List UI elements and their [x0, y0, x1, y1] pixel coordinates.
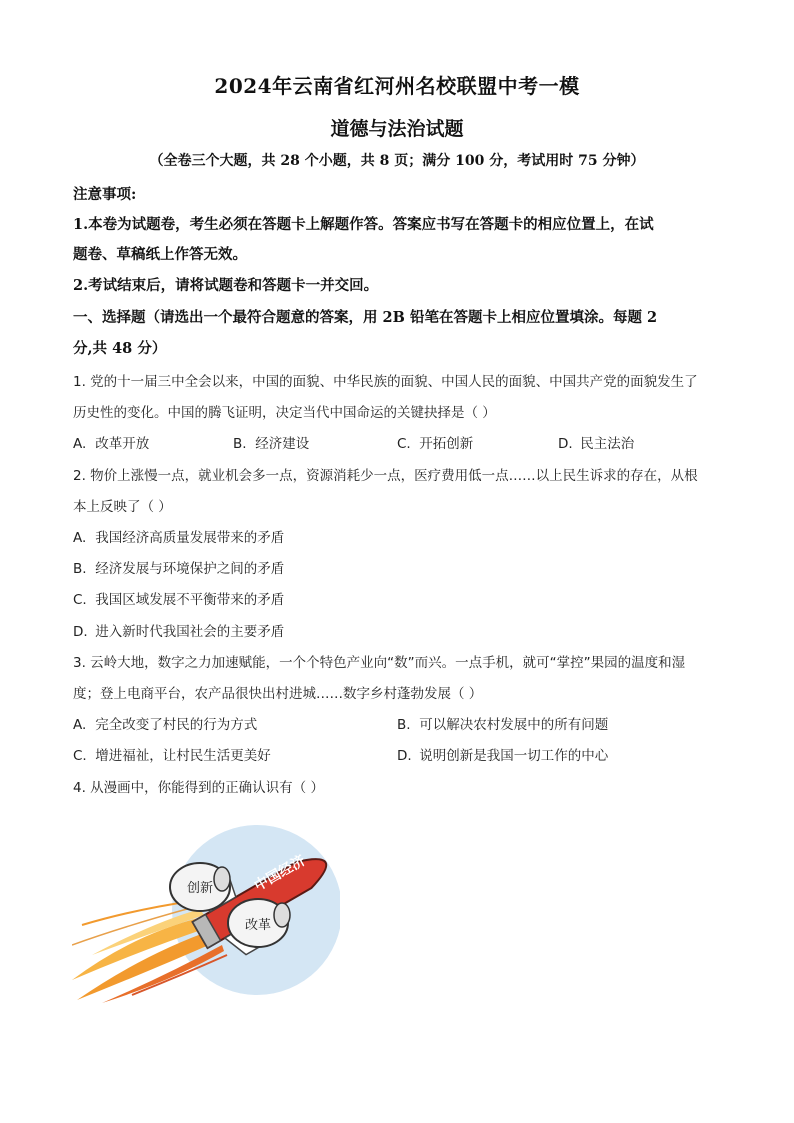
rocket-label: 中国经济 [251, 852, 309, 895]
question-3-stem-cont: 度；登上电商平台，农产品很快出村进城……数字乡村蓬勃发展（ ） [73, 686, 483, 702]
section-1-heading-cont: 分,共 48 分） [73, 340, 167, 357]
question-3-option-b[interactable]: B. 可以解决农村发展中的所有问题 [397, 717, 609, 733]
question-1-stem: 1. 党的十一届三中全会以来，中国的面貌、中华民族的面貌、中国人民的面貌、中国共产党的面貌发生了 [73, 374, 698, 390]
exam-title: 2024年云南省红河州名校联盟中考一模 [214, 74, 580, 98]
question-1-option-b[interactable]: B. 经济建设 [233, 436, 310, 452]
question-2-option-b[interactable]: B. 经济发展与环境保护之间的矛盾 [73, 561, 285, 577]
question-4-stem: 4. 从漫画中，你能得到的正确认识有（ ） [73, 780, 324, 796]
engine-label-innovation: 创新 [186, 881, 214, 896]
section-1-heading: 一、选择题（请选出一个最符合题意的答案，用 2B 铅笔在答题卡上相应位置填涂。每题 2 [73, 309, 658, 326]
notes-heading: 注意事项: [73, 186, 137, 203]
engine-label-reform: 改革 [244, 918, 272, 933]
question-2-stem-cont: 本上反映了（ ） [73, 499, 172, 515]
rocket-cartoon [72, 805, 340, 1005]
question-3-stem: 3. 云岭大地，数字之力加速赋能，一个个特色产业向“数”而兴。一点手机，就可“掌控”果园的温度和湿 [73, 655, 686, 671]
question-2-option-d[interactable]: D. 进入新时代我国社会的主要矛盾 [73, 624, 285, 640]
exam-subject: 道德与法治试题 [330, 118, 464, 140]
exam-info: （全卷三个大题，共 28 个小题，共 8 页；满分 100 分，考试用时 75 分钟） [149, 153, 645, 169]
question-1-option-d[interactable]: D. 民主法治 [558, 436, 635, 452]
question-2-stem: 2. 物价上涨慢一点，就业机会多一点，资源消耗少一点，医疗费用低一点……以上民生诉求的存在，从根 [73, 468, 698, 484]
question-1-stem-cont: 历史性的变化。中国的腾飞证明，决定当代中国命运的关键抉择是（ ） [73, 405, 496, 421]
notes-item-1-cont: 题卷、草稿纸上作答无效。 [73, 246, 247, 263]
question-3-option-c[interactable]: C. 增进福祉，让村民生活更美好 [73, 748, 271, 764]
question-2-option-c[interactable]: C. 我国区域发展不平衡带来的矛盾 [73, 592, 285, 608]
question-3-option-a[interactable]: A. 完全改变了村民的行为方式 [73, 717, 258, 733]
question-2-option-a[interactable]: A. 我国经济高质量发展带来的矛盾 [73, 530, 285, 546]
question-3-option-d[interactable]: D. 说明创新是我国一切工作的中心 [397, 748, 609, 764]
notes-item-2: 2.考试结束后，请将试题卷和答题卡一并交回。 [73, 277, 379, 294]
notes-item-1: 1.本卷为试题卷，考生必须在答题卡上解题作答。答案应书写在答题卡的相应位置上，在试 [73, 216, 654, 233]
question-1-option-c[interactable]: C. 开拓创新 [397, 436, 474, 452]
question-1-option-a[interactable]: A. 改革开放 [73, 436, 150, 452]
